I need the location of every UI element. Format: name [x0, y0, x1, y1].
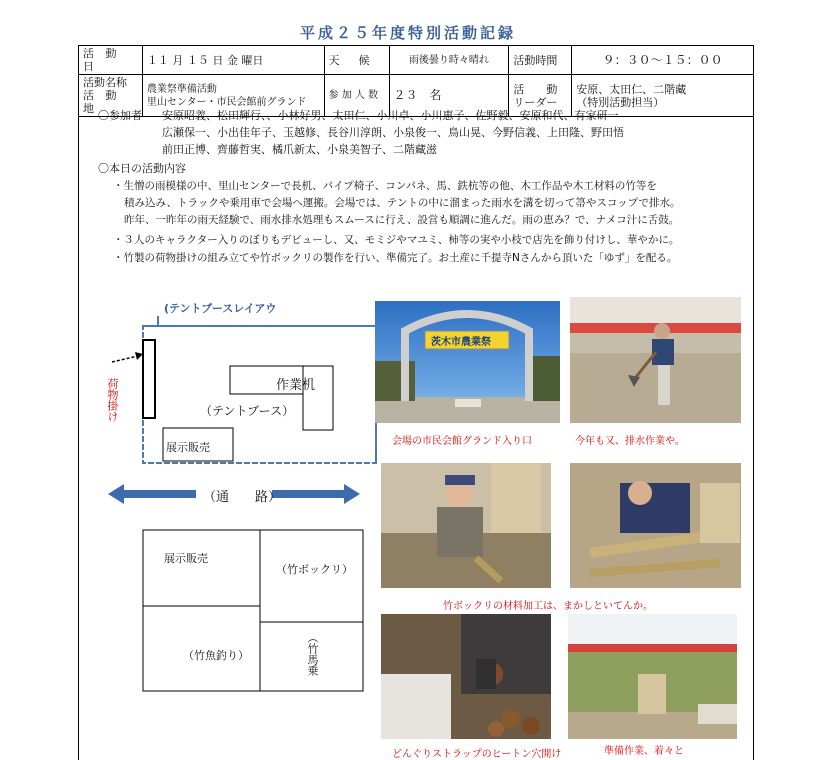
content-bullet-1-line-3: 昨年、一昨年の雨天経験で、雨水排水処理もスムースに行え、設営も順調に進んだ。雨の恵み？で、ナメコ汁に舌鼓。 [124, 214, 680, 226]
leader-label-2: リーダー [513, 95, 558, 109]
tent-label: （テントブース） [200, 404, 295, 418]
participants-line-3: 前田正博、齊藤哲実、橘爪新太、小泉美智子、二階藏滋 [162, 143, 437, 156]
photo-bamboo-work-1-drawing [381, 463, 551, 588]
hanger-label: 荷物掛け [106, 378, 119, 422]
page-title: 平成２５年度特別活動記録 [299, 24, 516, 42]
bamboo-label: （竹ボックリ） [276, 563, 353, 576]
caption-drainage: 今年も又、排水作業や。 [575, 436, 685, 447]
leader-value-2: （特別活動担当） [576, 95, 665, 109]
name-label: 活動名称 [83, 76, 127, 89]
date-label: 活 動 日 [79, 46, 143, 75]
photo-drilling-drawing [381, 614, 551, 739]
photo-drainage-drawing [570, 297, 741, 423]
photo-preparation [568, 614, 737, 739]
fishing-label: （竹魚釣り） [183, 649, 249, 662]
weather-value: 雨後曇り時々晴れ [389, 46, 509, 75]
caption-preparation: 準備作業、着々と [604, 746, 684, 757]
participants-label: 〇参加者 [98, 109, 142, 122]
caption-drilling: どんぐりストラップのヒートン穴開け [392, 749, 562, 760]
display-label-1: 展示販売 [166, 441, 210, 454]
leader-value-1: 安原、太田仁、二階藏 [576, 82, 687, 96]
photo-bamboo-work-1 [381, 463, 551, 588]
time-label: 活動時間 [509, 46, 572, 75]
name-value: 農業祭準備活動 [146, 83, 217, 95]
hanger-arrowhead [135, 352, 143, 360]
desk-label: 作業机 [276, 378, 316, 393]
date-value: １１ 月 １５ 日 金 曜日 [142, 46, 324, 75]
photo-preparation-drawing [568, 614, 737, 739]
photo-entrance-drawing [375, 301, 560, 423]
caption-bamboo-work: 竹ボックリの材料加工は、まかしといてんか。 [443, 601, 653, 612]
content-label: 〇本日の活動内容 [98, 162, 186, 175]
count-label: 参 加 人 数 [324, 75, 389, 117]
caption-entrance: 会場の市民会館グランド入り口 [392, 436, 532, 447]
road-arrow-left [108, 484, 196, 504]
gate-sign: 茨木市農業祭 [431, 337, 491, 348]
place-value: 里山センター・市民会館前グランド [146, 96, 307, 108]
stilts-label: （竹馬乗 [306, 632, 319, 676]
content-bullet-2: ・３人のキャラクター入りのぼりもデビューし、又、モミジやマユミ、柿等の実や小枝で店先を飾り付けし、華やかに。 [113, 234, 680, 246]
hanger-arrow [112, 356, 138, 362]
display-label-2: 展示販売 [164, 552, 208, 565]
weather-label: 天 候 [324, 46, 389, 75]
photo-bamboo-work-2 [570, 463, 741, 588]
road-label: （通 路） [203, 490, 282, 505]
photo-bamboo-work-2-drawing [570, 463, 741, 588]
photo-drilling [381, 614, 551, 739]
content-bullet-1-line-1: ・生憎の雨模様の中、里山センターで長机、パイプ椅子、コンパネ、馬、鉄杭等の他、木工作品や木工材料の竹等を [113, 180, 657, 192]
place-label: 活 動 地 [83, 89, 121, 115]
content-bullet-1-line-2: 積み込み、トラックや乗用車で会場へ運搬。会場では、テントの中に溜まった雨水を溝を切って箒やスコップで排水。 [124, 197, 681, 209]
photo-entrance [375, 301, 560, 423]
layout-title: (テントブースレイアウ [164, 302, 277, 315]
leader-label-1: 活 動 [513, 82, 558, 96]
time-value: ９：３０〜１５：００ [572, 46, 754, 75]
participants-line-1: 安原昭義、松田輝行、、小林好男、太田仁、小川卓、小川恵子、佐野毅、安原和代、有家研一 [162, 109, 619, 122]
hanger-rect [143, 340, 155, 418]
count-value: ２３ 名 [389, 75, 509, 117]
content-bullet-3: ・竹製の荷物掛けの組み立てや竹ボックリの製作を行い、準備完了。お土産に千提寺Nさんから頂いた「ゆず」を配る。 [113, 252, 678, 264]
road-arrow-right [272, 484, 360, 504]
photo-drainage [570, 297, 741, 423]
participants-line-2: 広瀬保一、小出佳年子、玉越修、長谷川淳朗、小泉俊一、鳥山晃、今野信義、上田隆、野田悟 [162, 126, 624, 139]
